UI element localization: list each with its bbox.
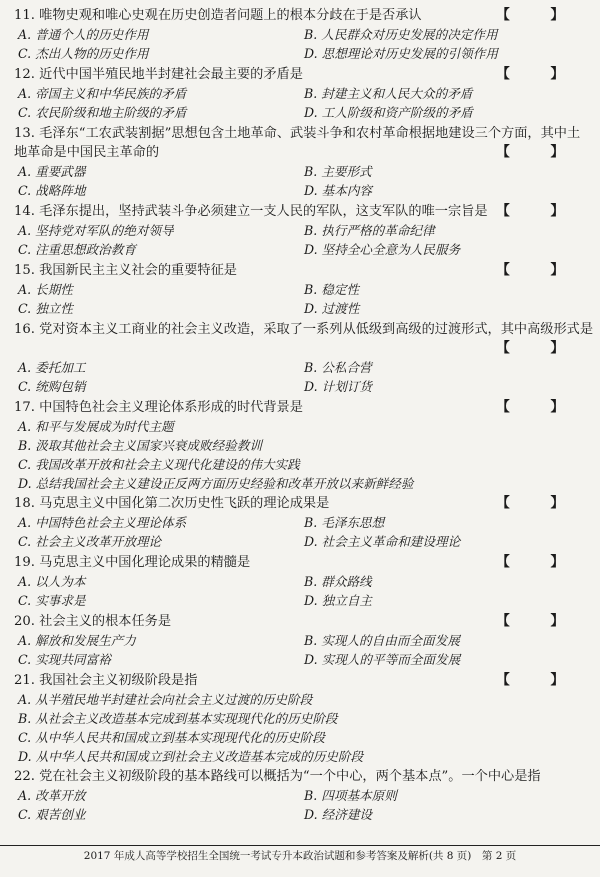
question-stem: 15. 我国新民主主义社会的重要特征是 【 】 [14, 262, 582, 278]
option-c: C. 从中华人民共和国成立到基本实现现代化的历史阶段 [18, 730, 325, 745]
answer-bracket: 【 】 [496, 613, 582, 629]
question-22 [14, 767, 582, 824]
option-a: A. 和平与发展成为时代主题 [18, 419, 174, 434]
option-a: A. 改革开放 [18, 788, 86, 803]
option-b: B. 执行严格的革命纪律 [304, 223, 435, 238]
question-11 [14, 6, 582, 63]
option-c: C. 我国改革开放和社会主义现代化建设的伟大实践 [18, 457, 300, 472]
option-a: A. 委托加工 [18, 360, 86, 375]
option-d: D. 思想理论对历史发展的引领作用 [304, 46, 498, 61]
option-d: D. 工人阶级和资产阶级的矛盾 [304, 105, 473, 120]
option-d: D. 计划订货 [304, 379, 373, 394]
option-a: A. 从半殖民地半封建社会向社会主义过渡的历史阶段 [18, 692, 313, 707]
option-d: D. 实现人的平等而全面发展 [304, 652, 461, 667]
option-c: C. 农民阶级和地主阶级的矛盾 [18, 105, 187, 120]
answer-bracket: 【 】 [496, 66, 582, 82]
question-21 [14, 671, 582, 766]
option-d: D. 独立自主 [304, 593, 373, 608]
question-20 [14, 612, 582, 669]
option-c: C. 杰出人物的历史作用 [18, 46, 149, 61]
question-13 [14, 124, 582, 200]
question-stem: 19. 马克思主义中国化理论成果的精髓是 【 】 [14, 554, 582, 570]
option-a: A. 帝国主义和中华民族的矛盾 [18, 86, 187, 101]
answer-bracket: 【 】 [496, 554, 582, 570]
option-c: C. 艰苦创业 [18, 807, 86, 822]
answer-bracket: 【 】 [496, 7, 582, 23]
option-c: C. 统购包销 [18, 379, 86, 394]
answer-bracket: 【 】 [496, 262, 582, 278]
question-stem: 22. 党在社会主义初级阶段的基本路线可以概括为“一个中心，两个基本点”。一个中心是指 [14, 769, 541, 784]
option-b: B. 汲取其他社会主义国家兴衰成败经验教训 [18, 438, 262, 453]
option-d: D. 过渡性 [304, 301, 360, 316]
answer-bracket: 【 】 [496, 672, 582, 688]
option-b: B. 毛泽东思想 [304, 515, 385, 530]
page-footer: 2017 年成人高等学校招生全国统一考试专升本政治试题和参考答案及解析(共 8 页) 第 2 页 [0, 845, 600, 866]
option-b: B. 主要形式 [304, 164, 372, 179]
answer-bracket: 【 】 [496, 495, 582, 511]
option-a: A. 中国特色社会主义理论体系 [18, 515, 187, 530]
option-b: B. 从社会主义改造基本完成到基本实现现代化的历史阶段 [18, 711, 338, 726]
option-b: B. 公私合营 [304, 360, 372, 375]
option-a: A. 解放和发展生产力 [18, 633, 136, 648]
answer-bracket: 【 】 [496, 144, 582, 160]
question-stem: 20. 社会主义的根本任务是 【 】 [14, 613, 582, 629]
question-stem: 13. 毛泽东“工农武装割据”思想包含土地革命、武装斗争和农村革命根据地建设三个方面，其中土 [14, 126, 581, 141]
option-c: C. 实现共同富裕 [18, 652, 111, 667]
question-12 [14, 65, 582, 122]
option-d: D. 从中华人民共和国成立到社会主义改造基本完成的历史阶段 [18, 749, 364, 764]
option-c: C. 实事求是 [18, 593, 86, 608]
question-16 [14, 320, 594, 396]
option-c: C. 独立性 [18, 301, 73, 316]
option-c: C. 战略阵地 [18, 183, 86, 198]
question-17 [14, 398, 582, 493]
option-c: C. 社会主义改革开放理论 [18, 534, 162, 549]
option-d: D. 坚持全心全意为人民服务 [304, 242, 461, 257]
question-stem: 18. 马克思主义中国化第二次历史性飞跃的理论成果是 【 】 [14, 495, 582, 511]
option-a: A. 以人为本 [18, 574, 86, 589]
option-b: B. 四项基本原则 [304, 788, 397, 803]
option-b: B. 稳定性 [304, 282, 360, 297]
option-d: D. 经济建设 [304, 807, 373, 822]
question-stem: 17. 中国特色社会主义理论体系形成的时代背景是 【 】 [14, 399, 582, 415]
question-18 [14, 494, 582, 551]
question-stem-continued: 地革命是中国民主革命的 【 】 [14, 144, 582, 160]
option-b: B. 实现人的自由而全面发展 [304, 633, 460, 648]
option-b: B. 封建主义和人民大众的矛盾 [304, 86, 473, 101]
question-stem: 21. 我国社会主义初级阶段是指 【 】 [14, 672, 582, 688]
option-a: A. 普通个人的历史作用 [18, 27, 149, 42]
answer-bracket: 【 】 [496, 399, 582, 415]
answer-bracket: 【 】 [496, 203, 582, 219]
option-a: A. 坚持党对军队的绝对领导 [18, 223, 174, 238]
question-14 [14, 202, 582, 259]
option-d: D. 基本内容 [304, 183, 373, 198]
question-stem: 16. 党对资本主义工商业的社会主义改造，采取了一系列从低级到高级的过渡形式，其中高级形式是 [14, 322, 594, 337]
question-stem: 11. 唯物史观和唯心史观在历史创造者问题上的根本分歧在于是否承认 【 】 [14, 7, 582, 23]
option-b: B. 人民群众对历史发展的决定作用 [304, 27, 498, 42]
option-b: B. 群众路线 [304, 574, 372, 589]
question-stem: 14. 毛泽东提出，坚持武装斗争必须建立一支人民的军队，这支军队的唯一宗旨是 【 】 [14, 203, 582, 219]
question-stem: 12. 近代中国半殖民地半封建社会最主要的矛盾是 【 】 [14, 66, 582, 82]
option-c: C. 注重思想政治教育 [18, 242, 136, 257]
option-d: D. 社会主义革命和建设理论 [304, 534, 461, 549]
option-a: A. 重要武器 [18, 164, 86, 179]
option-d: D. 总结我国社会主义建设正反两方面历史经验和改革开放以来新鲜经验 [18, 476, 414, 491]
answer-bracket: 【 】 [496, 340, 582, 356]
question-15 [14, 261, 582, 318]
option-a: A. 长期性 [18, 282, 73, 297]
question-19 [14, 553, 582, 610]
